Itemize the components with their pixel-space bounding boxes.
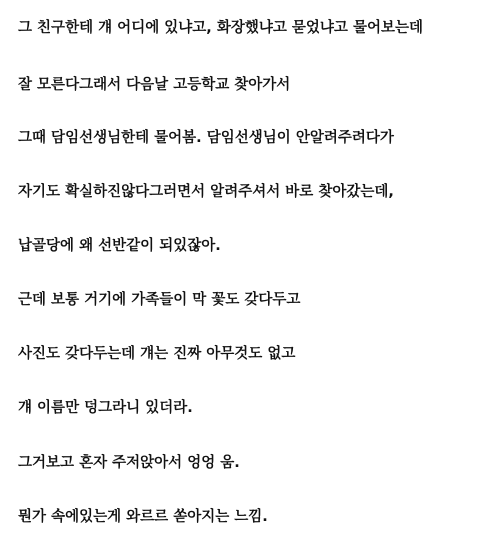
- text-line-1: 그 친구한테 걔 어디에 있냐고, 화장했냐고 묻었냐고 물어보는데: [18, 20, 424, 36]
- text-line-7: 사진도 갖다두는데 걔는 진짜 아무것도 없고: [18, 346, 296, 362]
- text-line-5: 납골당에 왜 선반같이 되있잖아.: [18, 238, 221, 254]
- text-line-8: 걔 이름만 덩그라니 있더라.: [18, 400, 193, 416]
- text-line-6: 근데 보통 거기에 가족들이 막 꽃도 갖다두고: [18, 292, 301, 308]
- text-line-3: 그때 담임선생님한테 물어봄. 담임선생님이 안알려주려다가: [18, 130, 394, 146]
- text-line-10: 뭔가 속에있는게 와르르 쏟아지는 느낌.: [18, 509, 268, 525]
- text-line-4: 자기도 확실하진않다그러면서 알려주셔서 바로 찾아갔는데,: [18, 184, 394, 200]
- text-line-9: 그거보고 혼자 주저앉아서 엉엉 움.: [18, 455, 240, 471]
- text-line-2: 잘 모른다그래서 다음날 고등학교 찾아가서: [18, 77, 291, 93]
